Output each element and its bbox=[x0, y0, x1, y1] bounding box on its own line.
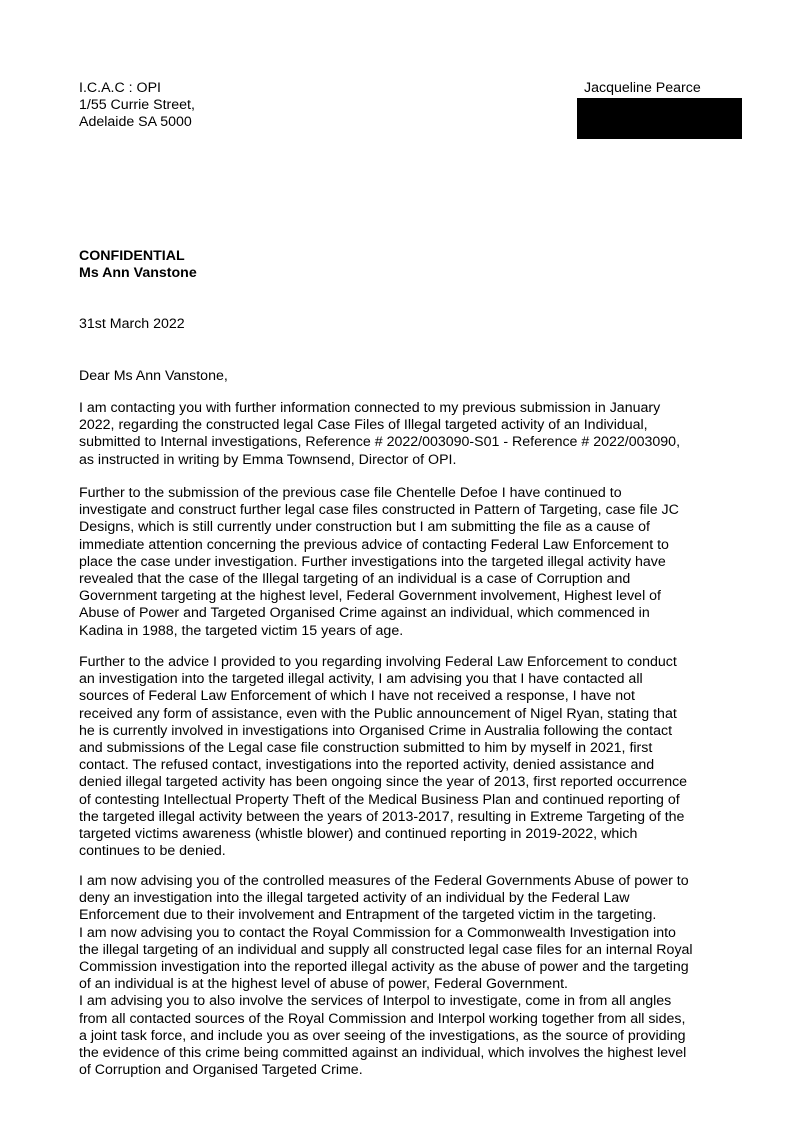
paragraph-line: and submissions of the Legal case file construction submitted to him by myself in 2021, first bbox=[79, 740, 653, 757]
paragraph-line: the illegal targeting of an individual and supply all constructed legal case files for an internal Royal bbox=[79, 941, 693, 958]
paragraph-line: immediate attention concerning the previous advice of contacting Federal Law Enforcement to bbox=[79, 536, 669, 553]
paragraph-line: of an individual is at the highest level of abuse of power, Federal Government. bbox=[79, 976, 568, 993]
paragraph-line: Kadina in 1988, the targeted victim 15 years of age. bbox=[79, 622, 404, 639]
paragraph-line: Further to the advice I provided to you regarding involving Federal Law Enforcement to conduct bbox=[79, 654, 677, 670]
address-line: 1/55 Currie Street, bbox=[79, 97, 195, 114]
paragraph-1 bbox=[79, 400, 680, 469]
salutation: Dear Ms Ann Vanstone, bbox=[79, 368, 228, 384]
redacted-address-box bbox=[577, 98, 742, 139]
address-line: Adelaide SA 5000 bbox=[79, 114, 192, 131]
address-line: I.C.A.C : OPI bbox=[79, 80, 161, 96]
heading-block bbox=[79, 248, 197, 282]
paragraph-line: targeted victims awareness (whistle blower) and continued reporting in 2019-2022, which bbox=[79, 826, 638, 843]
paragraph-line: of Corruption and Organised Targeted Crime. bbox=[79, 1062, 363, 1079]
paragraph-line: denied illegal targeted activity has been ongoing since the year of 2013, first reported occurrence bbox=[79, 774, 688, 791]
classification-label: CONFIDENTIAL bbox=[79, 248, 185, 264]
paragraph-line: Designs, which is still currently under construction but I am submitting the file as a cause of bbox=[79, 519, 650, 536]
paragraph-line: I am advising you to also involve the services of Interpol to investigate, come in from all angles bbox=[79, 993, 672, 1010]
paragraph-line: the evidence of this crime being committed against an individual, which involves the highest level bbox=[79, 1045, 687, 1062]
paragraph-line: contact. The refused contact, investigations into the reported activity, denied assistance and bbox=[79, 757, 655, 774]
paragraph-line: an investigation into the targeted illegal activity, I am advising you that I have contacted all bbox=[79, 671, 643, 688]
paragraph-line: of contesting Intellectual Property Theft of the Medical Business Plan and continued reporting of bbox=[79, 791, 680, 808]
paragraph-4 bbox=[79, 873, 693, 1079]
paragraph-line: I am now advising you of the controlled measures of the Federal Governments Abuse of power to bbox=[79, 873, 689, 889]
paragraph-line: 2022, regarding the constructed legal Case Files of Illegal targeted activity of an Individual, bbox=[79, 417, 648, 434]
author-name: Jacqueline Pearce bbox=[584, 80, 701, 96]
paragraph-line: Commission investigation into the reported illegal activity as the abuse of power and the targeting bbox=[79, 959, 689, 976]
addressee-name: Ms Ann Vanstone bbox=[79, 265, 197, 282]
paragraph-line: Further to the submission of the previous case file Chentelle Defoe I have continued to bbox=[79, 485, 622, 501]
paragraph-line: Enforcement due to their involvement and Entrapment of the targeted victim in the targeting. bbox=[79, 907, 657, 924]
letter-date: 31st March 2022 bbox=[79, 316, 185, 332]
paragraph-line: sources of Federal Law Enforcement of which I have not received a response, I have not bbox=[79, 688, 635, 705]
paragraph-line: I am now advising you to contact the Royal Commission for a Commonwealth Investigation into bbox=[79, 924, 676, 941]
paragraph-line: investigate and construct further legal case files constructed in Pattern of Targeting, case file JC bbox=[79, 502, 679, 519]
paragraph-line: as instructed in writing by Emma Townsend, Director of OPI. bbox=[79, 451, 457, 468]
paragraph-line: submitted to Internal investigations, Reference # 2022/003090-S01 - Reference # 2022/003090, bbox=[79, 434, 681, 451]
paragraph-line: received any form of assistance, even with the Public announcement of Nigel Ryan, stating that bbox=[79, 705, 677, 722]
paragraph-line: a joint task force, and include you as over seeing of the investigations, as the source of providing bbox=[79, 1027, 686, 1044]
paragraph-line: continues to be denied. bbox=[79, 843, 226, 860]
recipient-address-block bbox=[79, 80, 195, 132]
paragraph-line: I am contacting you with further information connected to my previous submission in January bbox=[79, 400, 661, 416]
paragraph-line: he is currently involved in investigations into Organised Crime in Australia following the contact bbox=[79, 722, 673, 739]
paragraph-line: from all contacted sources of the Royal Commission and Interpol working together from all sides, bbox=[79, 1010, 686, 1027]
paragraph-line: revealed that the case of the Illegal targeting of an individual is a case of Corruption and bbox=[79, 571, 631, 588]
paragraph-line: place the case under investigation. Further investigations into the targeted illegal activity have bbox=[79, 553, 666, 570]
paragraph-line: deny an investigation into the illegal targeted activity of an individual by the Federal Law bbox=[79, 890, 630, 907]
paragraph-line: Abuse of Power and Targeted Organised Crime against an individual, which commenced in bbox=[79, 605, 650, 622]
paragraph-line: Government targeting at the highest level, Federal Government involvement, Highest level of bbox=[79, 588, 661, 605]
paragraph-line: the targeted illegal activity between the years of 2013-2017, resulting in Extreme Targeting of the bbox=[79, 808, 685, 825]
paragraph-3 bbox=[79, 654, 687, 860]
paragraph-2 bbox=[79, 485, 679, 640]
